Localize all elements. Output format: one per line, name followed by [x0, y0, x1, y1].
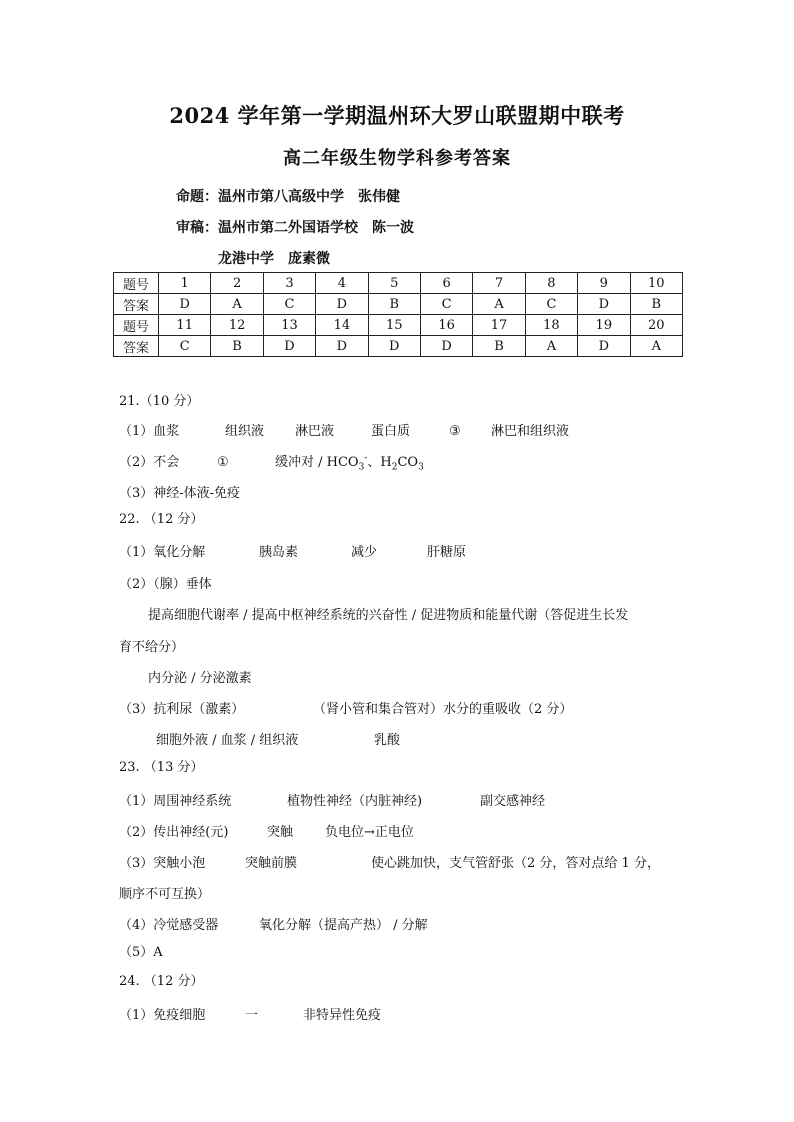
q21-p2-c: 缓冲对 / HCO — [275, 455, 359, 470]
answer-table-cell: B — [630, 294, 682, 315]
answer-table-row — [114, 294, 683, 315]
answer-table-cell: B — [473, 336, 525, 357]
answer-table-cell: 20 — [630, 315, 682, 336]
q23-heading: 23. （13 分） — [119, 760, 204, 775]
answer-table-cell: 10 — [630, 273, 682, 294]
answer-table-row — [114, 336, 683, 357]
q24-heading: 24. （12 分） — [119, 974, 204, 989]
answer-table-cell: D — [316, 336, 368, 357]
q23-p4-a: （4）冷觉感受器 — [119, 918, 219, 933]
q22-p1-b: 胰岛素 — [259, 545, 299, 560]
q22-p1-a: （1）氧化分解 — [119, 545, 206, 560]
answer-table-row-label: 题号 — [114, 273, 159, 294]
proposer-credit — [176, 186, 400, 206]
q21-p2-sub1: 3 — [358, 462, 365, 473]
answer-table-cell: D — [316, 294, 368, 315]
q23-p1-a: （1）周围神经系统 — [119, 794, 232, 809]
answer-table-cell: D — [578, 294, 630, 315]
q21-part3: （3）神经-体液-免疫 — [119, 486, 241, 501]
q21-part2 — [119, 451, 424, 473]
q21-p2-sub3: 3 — [418, 462, 424, 473]
q22-p3-a: （3）抗利尿（激素） — [119, 702, 245, 717]
answer-table-cell: 7 — [473, 273, 525, 294]
q21-p1-d: 蛋白质 — [371, 424, 411, 439]
q21-p1-f: 淋巴和组织液 — [491, 424, 570, 439]
answer-table-cell: 1 — [159, 273, 211, 294]
q22-p3-b-a: 细胞外液 / 血浆 / 组织液 — [156, 733, 299, 748]
answer-table-cell: C — [263, 294, 315, 315]
answer-table-cell: 16 — [420, 315, 472, 336]
q21-p2-b: ① — [217, 455, 229, 470]
answer-table-cell: 11 — [159, 315, 211, 336]
answer-table-cell: 2 — [211, 273, 263, 294]
answer-table — [113, 272, 683, 357]
answer-table-cell: D — [578, 336, 630, 357]
answer-table-cell: 14 — [316, 315, 368, 336]
answer-table-cell: 9 — [578, 273, 630, 294]
q23-p2-b: 突触 — [267, 825, 294, 840]
q21-heading: 21.（10 分） — [119, 394, 200, 409]
answer-table-row-label: 答案 — [114, 336, 159, 357]
answer-table-cell: D — [420, 336, 472, 357]
q22-part3-answer — [156, 729, 400, 748]
q21-p1-a: （1）血浆 — [119, 424, 180, 439]
q22-part2-answer-b: 育不给分） — [119, 640, 185, 655]
q21-p2-a: （2）不会 — [119, 455, 180, 470]
answer-table-cell: C — [159, 336, 211, 357]
q22-p3-b: （肾小管和集合管对）水分的重吸收（2 分） — [313, 702, 573, 717]
q21-p2-e: CO — [397, 455, 419, 470]
reviewer2-school: 龙港中学 — [218, 251, 274, 267]
q22-p1-d: 肝糖原 — [427, 545, 467, 560]
answer-table-cell: D — [368, 336, 420, 357]
q22-p3-b-b: 乳酸 — [374, 733, 401, 748]
q22-part2: （2）（腺）垂体 — [119, 577, 212, 592]
q23-p3-a: （3）突触小泡 — [119, 856, 206, 871]
answer-table-cell: C — [525, 294, 577, 315]
q23-p2-a: （2）传出神经(元) — [119, 825, 229, 840]
q23-p4-b: 氧化分解（提高产热） / 分解 — [259, 918, 428, 933]
q24-p1-a: （1）免疫细胞 — [119, 1008, 206, 1023]
q21-p2-sub2: 2 — [391, 462, 398, 473]
q23-p3-b: 突触前膜 — [245, 856, 298, 871]
reviewer-label: 审稿：温州市第二外国语学校 — [176, 220, 358, 236]
proposer-label: 命题：温州市第八高级中学 — [176, 189, 344, 205]
answer-table-cell: A — [525, 336, 577, 357]
reviewer2-credit — [218, 248, 330, 268]
q22-p1-c: 减少 — [351, 545, 378, 560]
q22-part2-answer-a: 提高细胞代谢率 / 提高中枢神经系统的兴奋性 / 促进物质和能量代谢（答促进生长发 — [148, 608, 629, 623]
answer-table-cell: 3 — [263, 273, 315, 294]
q22-part2-answer-c: 内分泌 / 分泌激素 — [148, 671, 252, 686]
q23-part2 — [119, 821, 414, 840]
answer-table-cell: 18 — [525, 315, 577, 336]
q23-part3 — [119, 852, 660, 871]
q23-p3-c: 使心跳加快，支气管舒张（2 分，答对点给 1 分， — [371, 856, 660, 871]
answer-table-cell: A — [211, 294, 263, 315]
q22-part1 — [119, 541, 466, 560]
q21-p1-b: 组织液 — [225, 424, 265, 439]
q21-p1-e: ③ — [449, 424, 461, 439]
answer-table-cell: D — [159, 294, 211, 315]
q24-part1 — [119, 1004, 381, 1023]
answer-table-cell: B — [368, 294, 420, 315]
q23-part4 — [119, 914, 428, 933]
reviewer-name: 陈一波 — [372, 220, 414, 236]
q21-p2-d: 、H — [367, 455, 392, 470]
q23-part3-cont: 顺序不可互换） — [119, 887, 211, 902]
q21-p1-c: 淋巴液 — [295, 424, 335, 439]
answer-table-row-label: 题号 — [114, 315, 159, 336]
answer-table-cell: B — [211, 336, 263, 357]
answer-table-cell: A — [473, 294, 525, 315]
q21-p2-sup: - — [364, 453, 368, 464]
q24-p1-b: 一 — [245, 1008, 259, 1023]
reviewer-credit — [176, 217, 414, 237]
answer-table-cell: D — [263, 336, 315, 357]
answer-table-row — [114, 315, 683, 336]
q23-p1-b: 植物性神经（内脏神经) — [287, 794, 423, 809]
q22-part3 — [119, 698, 572, 717]
answer-table-cell: 4 — [316, 273, 368, 294]
proposer-name: 张伟健 — [358, 189, 400, 205]
q24-p1-c: 非特异性免疫 — [303, 1008, 382, 1023]
answer-table-cell: 6 — [420, 273, 472, 294]
answer-table-row-label: 答案 — [114, 294, 159, 315]
q23-p2-c: 负电位→正电位 — [325, 825, 414, 840]
answer-table-cell: A — [630, 336, 682, 357]
q23-part1 — [119, 790, 545, 809]
document-subtitle: 高二年级生物学科参考答案 — [283, 148, 511, 169]
answer-table-cell: 13 — [263, 315, 315, 336]
answer-table-row — [114, 273, 683, 294]
q21-part1 — [119, 420, 569, 439]
answer-table-cell: 5 — [368, 273, 420, 294]
answer-table-cell: 12 — [211, 315, 263, 336]
q23-p1-c: 副交感神经 — [480, 794, 546, 809]
q23-part5: （5）A — [119, 945, 163, 960]
answer-table-cell: 19 — [578, 315, 630, 336]
answer-table-cell: 8 — [525, 273, 577, 294]
answer-table-cell: C — [420, 294, 472, 315]
reviewer2-name: 庞素微 — [288, 251, 330, 267]
answer-table-cell: 17 — [473, 315, 525, 336]
document-title: 2024 学年第一学期温州环大罗山联盟期中联考 — [169, 103, 625, 128]
q22-heading: 22. （12 分） — [119, 512, 204, 527]
answer-table-cell: 15 — [368, 315, 420, 336]
